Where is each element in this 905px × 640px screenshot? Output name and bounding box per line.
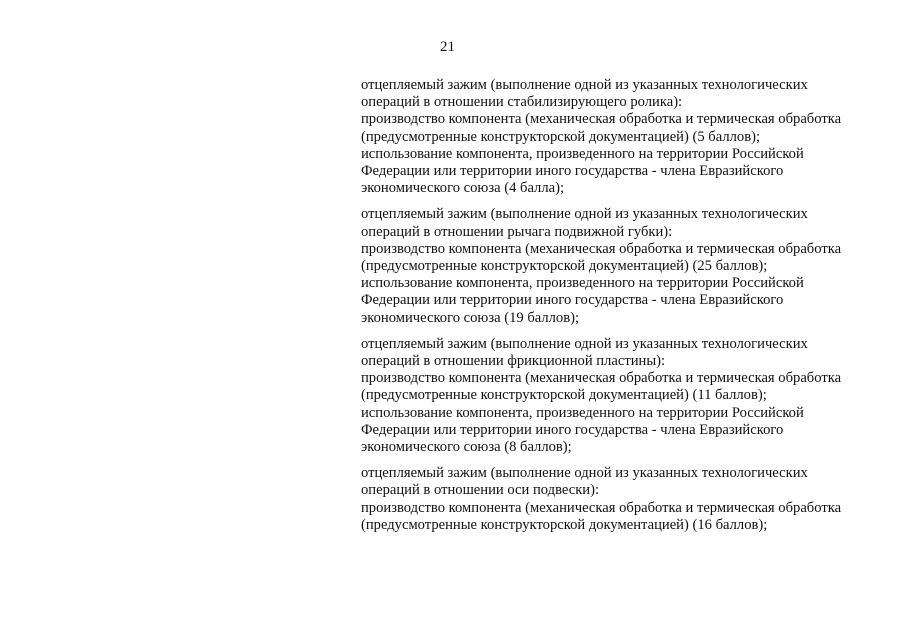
text-line: отцепляемый зажим (выполнение одной из указанных технологических [361,206,808,223]
text-line: Федерации или территории иного государства - члена Евразийского [361,163,784,180]
text-line: использование компонента, произведенного на территории Российской [361,404,804,421]
text-line: производство компонента (механическая обработка и термическая обработка [361,240,842,257]
text-line: производство компонента (механическая обработка и термическая обработка [361,499,842,516]
text-line: производство компонента (механическая обработка и термическая обработка [361,111,842,128]
text-line: отцепляемый зажим (выполнение одной из указанных технологических [361,465,808,482]
paragraph [361,336,881,456]
text-line: операций в отношении фрикционной пластины): [361,353,666,370]
text-line: экономического союза (8 баллов); [361,439,572,456]
text-line: (предусмотренные конструкторской документацией) (16 баллов); [361,516,768,533]
text-line: отцепляемый зажим (выполнение одной из указанных технологических [361,335,808,352]
text-line: операций в отношении оси подвески): [361,482,600,499]
paragraph [361,77,881,197]
text-line: операций в отношении стабилизирующего ролика): [361,94,683,111]
text-line: использование компонента, произведенного на территории Российской [361,145,804,162]
text-line: (предусмотренные конструкторской документацией) (11 баллов); [361,387,767,404]
paragraph [361,465,881,534]
text-line: экономического союза (19 баллов); [361,309,580,326]
paragraph [361,206,881,326]
text-line: (предусмотренные конструкторской документацией) (5 баллов); [361,128,761,145]
page-number: 21 [440,39,455,55]
text-line: экономического союза (4 балла); [361,180,565,197]
text-line: использование компонента, произведенного на территории Российской [361,275,804,292]
text-line: производство компонента (механическая обработка и термическая обработка [361,370,842,387]
text-line: операций в отношении рычага подвижной губки): [361,223,673,240]
text-line: Федерации или территории иного государства - члена Евразийского [361,421,784,438]
text-line: Федерации или территории иного государства - члена Евразийского [361,292,784,309]
text-line: отцепляемый зажим (выполнение одной из указанных технологических [361,77,808,93]
text-line: (предусмотренные конструкторской документацией) (25 баллов); [361,258,768,275]
document-body [361,77,881,543]
